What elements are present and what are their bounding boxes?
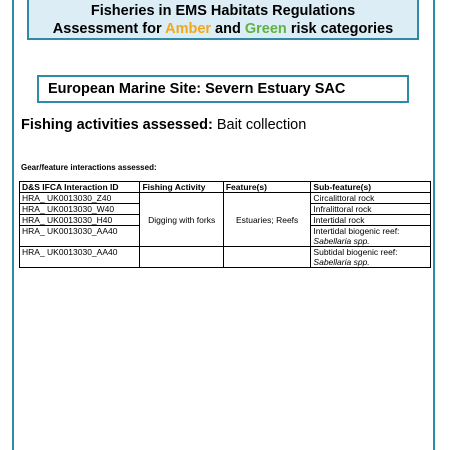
sub-feature: Infralittoral rock [311, 204, 431, 215]
sub-feature [311, 226, 431, 247]
table-header-row [20, 182, 431, 193]
site-box: European Marine Site: Severn Estuary SAC [37, 75, 409, 103]
table-row [20, 247, 431, 268]
interaction-id: HRA_ UK0013030_W40 [20, 204, 140, 215]
title-line-2 [29, 20, 417, 38]
title-suffix: risk categories [286, 21, 394, 37]
fishing-activity-cell: Digging with forks [140, 193, 223, 247]
sub-feature-species: Sabellaria spp. [313, 257, 370, 267]
empty-cell [140, 247, 223, 268]
sub-feature: Intertidal rock [311, 215, 431, 226]
title-prefix: Assessment for [52, 21, 166, 37]
header-sub-features: Sub-feature(s) [311, 182, 431, 193]
header-interaction-id: D&S IFCA Interaction ID [20, 182, 140, 193]
sub-feature [311, 247, 431, 268]
activities-value: Bait collection [216, 117, 307, 133]
activities-label: Fishing activities assessed: [21, 117, 213, 133]
title-and: and [211, 21, 245, 37]
title-banner [27, 0, 419, 40]
amber-label: Amber [165, 21, 212, 37]
title-line-1: Fisheries in EMS Habitats Regulations [90, 3, 356, 19]
sub-feature-species: Sabellaria spp. [313, 236, 370, 246]
empty-cell [223, 247, 311, 268]
feature-cell: Estuaries; Reefs [223, 193, 311, 247]
interaction-id: HRA_ UK0013030_Z40 [20, 193, 140, 204]
table-row [20, 193, 431, 204]
interaction-id: HRA_ UK0013030_H40 [20, 215, 140, 226]
green-label: Green [244, 21, 287, 37]
sub-feature: Circalittoral rock [311, 193, 431, 204]
sub-feature-line: Intertidal biogenic reef: [313, 226, 400, 236]
header-fishing-activity: Fishing Activity [140, 182, 223, 193]
gear-heading: Gear/feature interactions assessed: [21, 163, 157, 172]
activities-line [21, 117, 306, 133]
interactions-table [19, 181, 431, 268]
sub-feature-line: Subtidal biogenic reef: [313, 247, 398, 257]
header-features: Feature(s) [223, 182, 311, 193]
interaction-id: HRA_ UK0013030_AA40 [20, 226, 140, 247]
interaction-id: HRA_ UK0013030_AA40 [20, 247, 140, 268]
